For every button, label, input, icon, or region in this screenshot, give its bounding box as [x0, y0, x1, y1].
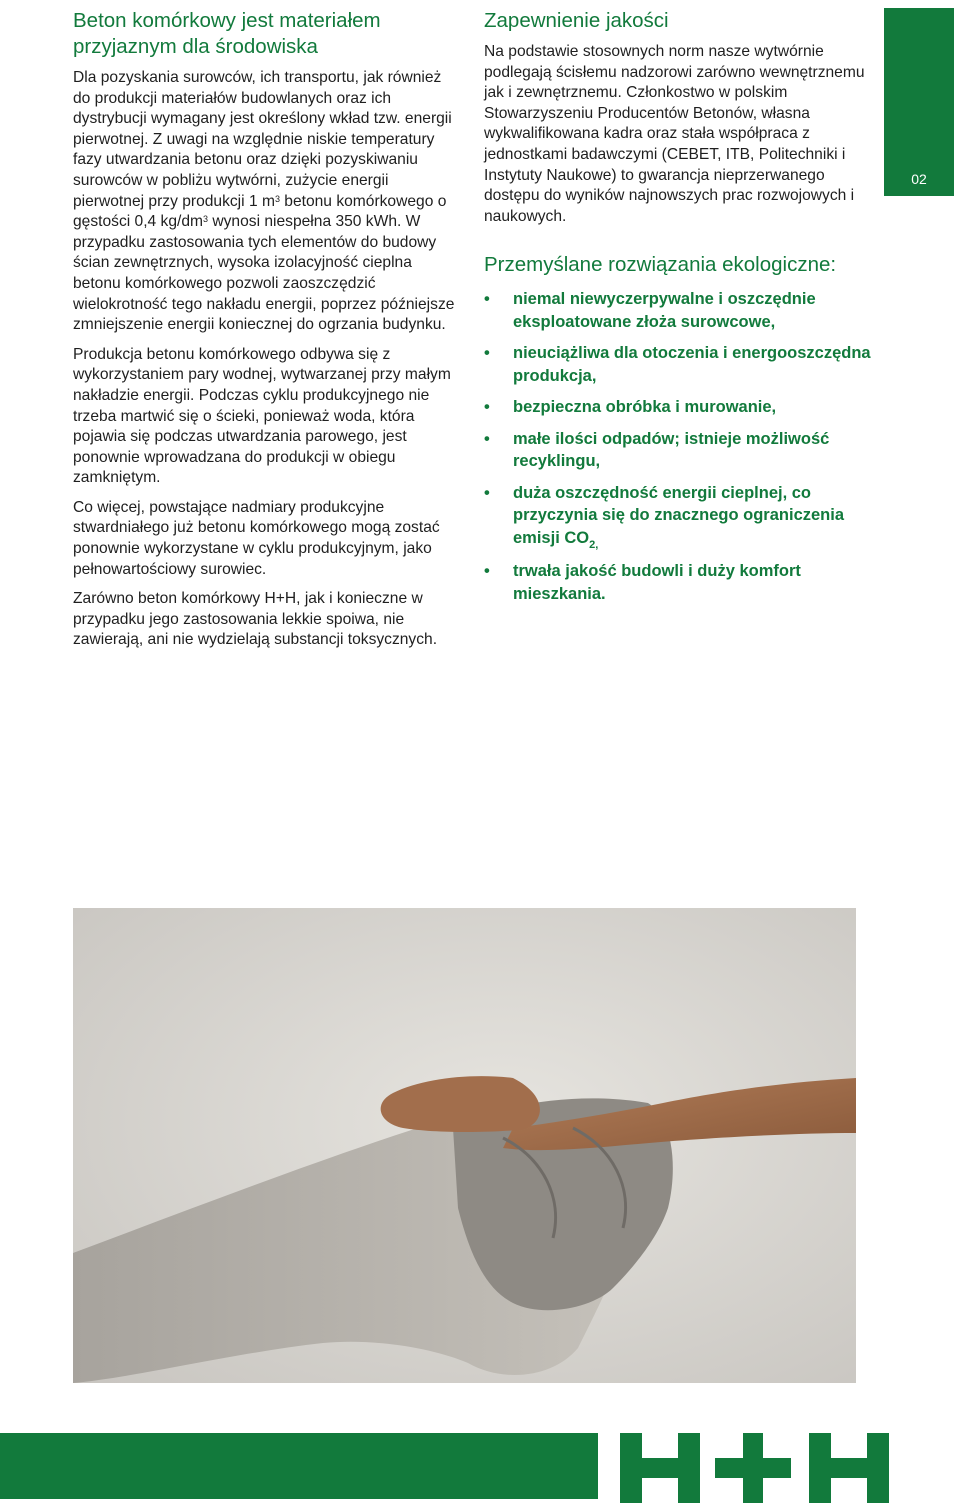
left-paragraph-3: Co więcej, powstające nadmiary produkcyjne stwardniałego już betonu komórkowego mogą zostać ponownie wykorzystane w cyklu produkcyjnym, jako pełnowartościowy surowiec. — [73, 498, 440, 578]
page-tab — [884, 8, 954, 196]
bullet-text: nieuciążliwa dla otoczenia i energooszczędna produkcja, — [513, 344, 871, 385]
bullet-icon: • — [484, 398, 490, 417]
bullet-text: duża oszczędność energii cieplnej, co przyczynia się do znacznego ograniczenia emisji CO — [513, 483, 845, 547]
list-item — [484, 482, 874, 552]
bullet-text: małe ilości odpadów; istnieje możliwość recyklingu, — [513, 429, 830, 471]
eco-heading: Przemyślane rozwiązania ekologiczne: — [484, 253, 837, 277]
bullet-icon: • — [484, 429, 490, 448]
quality-heading: Zapewnienie jakości — [484, 9, 669, 32]
left-paragraph-2: Produkcja betonu komórkowego odbywa się z wykorzystaniem pary wodnej, wytwarzanej przy małym nakładzie energii. Podczas cyklu produkcyjnego nie trzeba martwić się o ścieki, ponieważ woda, która pojawia się podczas utwardzania parowego, jest ponownie wprowadzana do produkcji w obiegu zamkniętym. — [73, 345, 451, 487]
list-item — [484, 396, 874, 419]
bullet-text: niemal niewyczerpywalne i oszczędnie eksploatowane złoża surowcowe, — [513, 290, 816, 331]
footer-bar — [0, 1433, 598, 1499]
left-heading: Beton komórkowy jest materiałem przyjaznym dla środowiska — [73, 9, 381, 58]
p1-part-b: betonu komórkowego o gęstości 0,4 kg/dm — [73, 192, 447, 231]
left-paragraph-4: Zarówno beton komórkowy H+H, jak i konieczne w przypadku jego zastosowania lekkie spoiwa, nie zawierają, ani nie wydzielają substancji toksycznych. — [73, 590, 438, 649]
bullet-icon: • — [484, 562, 490, 581]
list-item — [484, 342, 874, 387]
page-number: 02 — [911, 171, 927, 187]
hands-photo — [73, 908, 856, 1383]
list-item — [484, 560, 874, 605]
p1-sup-1: 3 — [274, 193, 280, 204]
quality-paragraph: Na podstawie stosownych norm nasze wytwórnie podlegają ścisłemu nadzorowi zarówno wewnętrznemu jak i zewnętrznemu. Członkostwo w polskim Stowarzyszeniu Producentów Betonów, własna wykwalifikowana kadra oraz stała współpraca z jednostkami badawczymi (CEBET, ITB, Politechniki i Instytuty Naukowe) to gwarancja nieprzerwanego dostępu do wyników najnowszych prac rozwojowych i naukowych. — [484, 43, 865, 225]
right-column — [484, 8, 874, 614]
left-column — [73, 8, 458, 660]
list-item — [484, 428, 874, 473]
p1-part-c: wynosi niespełna 350 kWh. W przypadku zastosowania tych elementów do budowy ścian zewnętrznych, wysoka izolacyjność cieplna betonu komórkowego pozwoli zaoszczędzić wielokrotność tego nakładu energii, poprzez późniejsze zmniejszenie energii koniecznej do ogrzania budynku. — [73, 213, 455, 334]
hh-logo-mark — [615, 1433, 950, 1503]
co2-subscript: 2, — [589, 538, 599, 551]
p1-sup-2: 3 — [203, 214, 209, 225]
eco-bullet-list — [484, 288, 874, 605]
left-paragraph-1 — [73, 68, 458, 336]
list-item — [484, 288, 874, 333]
hh-logo — [615, 1433, 950, 1503]
bullet-icon: • — [484, 290, 490, 309]
clasped-hands-illustration — [73, 908, 856, 1383]
bullet-icon: • — [484, 483, 490, 502]
p1-part-a: Dla pozyskania surowców, ich transportu, jak również do produkcji materiałów budowlanych oraz ich dystrybucji wymagany jest określony wkład tzw. energii pierwotnej. Z uwagi na względnie niskie temperatury fazy utwardzania betonu oraz dzięki pozyskiwaniu surowców w pobliżu wytwórni, zużycie energii pierwotnej przy produkcji 1 m — [73, 69, 452, 210]
bullet-icon: • — [484, 344, 490, 363]
bullet-text: trwała jakość budowli i duży komfort mieszkania. — [513, 562, 801, 603]
bullet-text: bezpieczna obróbka i murowanie, — [513, 398, 777, 417]
